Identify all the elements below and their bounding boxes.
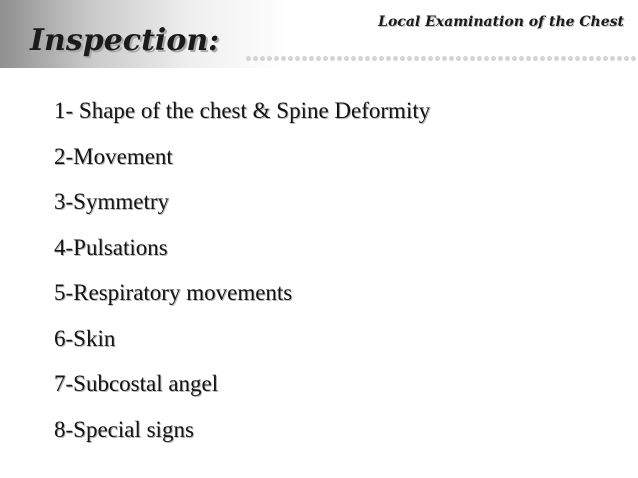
list-item: 1- Shape of the chest & Spine Deformity bbox=[54, 98, 431, 123]
list-item: 5-Respiratory movements bbox=[54, 280, 293, 305]
list-item: 6-Skin bbox=[54, 325, 116, 351]
list-item: 3-Symmetry bbox=[54, 189, 169, 214]
deck-title: Local Examination of the Chest bbox=[378, 14, 624, 30]
inspection-points-list bbox=[54, 88, 430, 452]
list-item: 2-Movement bbox=[54, 143, 173, 169]
list-item: 7-Subcostal angel bbox=[54, 371, 219, 396]
list-item: 4-Pulsations bbox=[54, 234, 168, 260]
dotted-divider bbox=[245, 55, 638, 65]
list-item: 8-Special signs bbox=[54, 416, 194, 442]
slide-title: Inspection: bbox=[30, 23, 220, 58]
